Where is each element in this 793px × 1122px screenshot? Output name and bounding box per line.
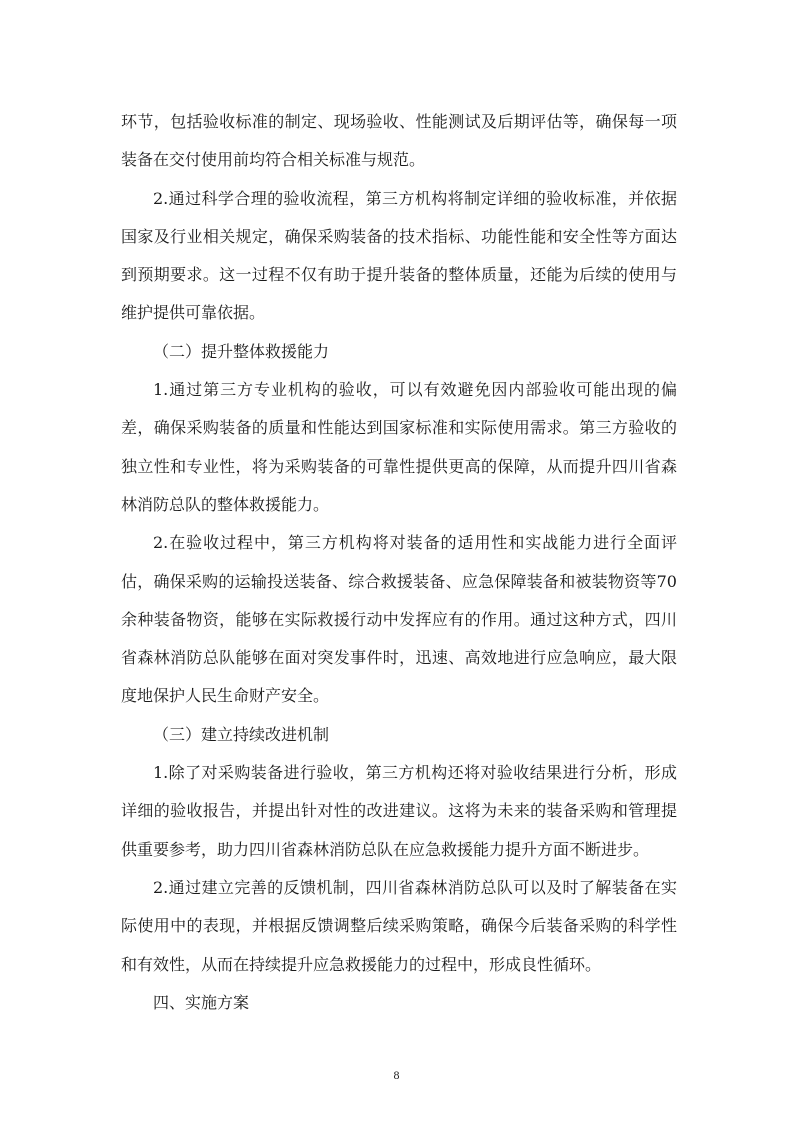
paragraph-feedback-mechanism: 2.通过建立完善的反馈机制，四川省森林消防总队可以及时了解装备在实际使用中的表现，并根据反馈调整后续采购策略，确保今后装备采购的科学性和有效性，从而在持续提升应急救援能力的过程中，形成良性循环。 (121, 877, 677, 974)
section-heading-implementation: 四、实施方案 (153, 992, 250, 1012)
paragraph-acceptance-process: 2.通过科学合理的验收流程，第三方机构将制定详细的验收标准，并依据国家及行业相关规定，确保采购装备的技术指标、功能性能和安全性等方面达到预期要求。这一过程不仅有助于提升装备的整体质量，还能为后续的使用与维护提供可靠依据。 (121, 188, 677, 323)
page-number: 8 (393, 1068, 400, 1082)
document-body (121, 103, 677, 1022)
paragraph-third-party-acceptance: 1.通过第三方专业机构的验收，可以有效避免因内部验收可能出现的偏差，确保采购装备的质量和性能达到国家标准和实际使用需求。第三方验收的独立性和专业性，将为采购装备的可靠性提供更高的保障，从而提升四川省森林消防总队的整体救援能力。 (121, 380, 677, 514)
subheading-rescue-capability: （二）提升整体救援能力 (153, 341, 330, 361)
paragraph-acceptance-report: 1.除了对采购装备进行验收，第三方机构还将对验收结果进行分析，形成详细的验收报告，并提出针对性的改进建议。这将为未来的装备采购和管理提供重要参考，助力四川省森林消防总队在应急救援能力提升方面不断进步。 (121, 763, 677, 859)
paragraph-equipment-evaluation: 2.在验收过程中，第三方机构将对装备的适用性和实战能力进行全面评估，确保采购的运输投送装备、综合救援装备、应急保障装备和被装物资等70余种装备物资，能够在实际救援行动中发挥应有的作用。通过这种方式，四川省森林消防总队能够在面对突发事件时，迅速、高效地进行应急响应，最大限度地保护人民生命财产安全。 (121, 533, 677, 706)
subheading-continuous-improvement: （三）建立持续改进机制 (153, 724, 330, 744)
paragraph-continuation: 环节，包括验收标准的制定、现场验收、性能测试及后期评估等，确保每一项装备在交付使用前均符合相关标准与规范。 (121, 112, 677, 170)
